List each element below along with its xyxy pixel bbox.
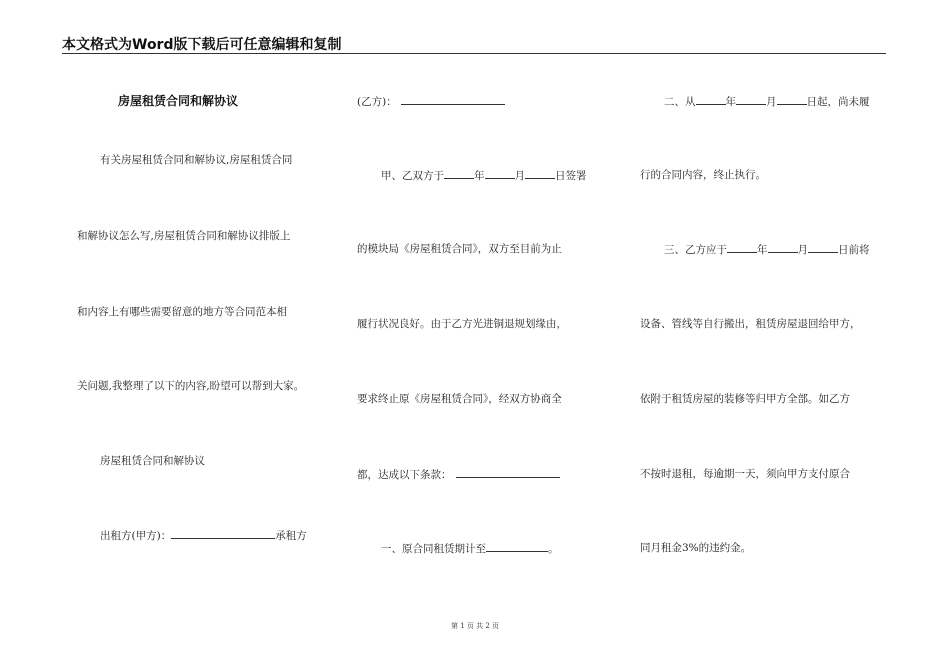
- clause-2-day-blank: [777, 94, 807, 105]
- year-blank: [444, 168, 474, 179]
- clause-2-month-blank: [736, 94, 766, 105]
- terms-intro: 都，达成以下条款：: [357, 469, 452, 481]
- lessor-label: 出租方(甲方)：: [100, 530, 172, 542]
- clause-3-year-blank: [727, 242, 757, 253]
- clause-3-year-label: 年: [757, 244, 768, 256]
- col2-line-5: [357, 467, 560, 482]
- clause-2-text-d: 日起，尚未履: [806, 96, 870, 108]
- intro-line-2: 和解协议怎么写,房屋租赁合同和解协议排版上: [77, 230, 291, 242]
- clause-2-year-blank: [696, 94, 726, 105]
- clause-3-line: [664, 242, 870, 257]
- agreement-subtitle: 房屋租赁合同和解协议: [100, 455, 205, 467]
- clause-3-day-blank: [808, 242, 838, 253]
- clause-2-line: [664, 94, 870, 109]
- signing-date-line: [381, 168, 587, 183]
- signing-text-d: 日签署: [555, 170, 587, 182]
- year-label: 年: [474, 170, 485, 182]
- lessee-prefix: 承租方: [275, 530, 307, 542]
- lease-end-blank: [486, 541, 548, 552]
- clause-3-month-blank: [768, 242, 798, 253]
- page-number-footer: 第 1 页 共 2 页: [450, 622, 500, 630]
- month-blank: [485, 168, 515, 179]
- col2-line-3: 履行状况良好。由于乙方光进铜退规划缘由，: [357, 318, 567, 330]
- signing-text-a: 甲、乙双方于: [381, 170, 444, 182]
- intro-line-4: 关问题,我整理了以下的内容,盼望可以帮到大家。: [77, 380, 305, 392]
- document-title: 房屋租赁合同和解协议: [118, 94, 239, 108]
- month-label: 月: [514, 170, 525, 182]
- col3-line-6: 不按时退租，每逾期一天，须向甲方支付原合: [640, 468, 850, 480]
- lessor-name-blank: [171, 528, 275, 539]
- terms-blank: [456, 467, 560, 478]
- day-blank: [525, 168, 555, 179]
- lessee-name-blank: [401, 94, 505, 105]
- lessor-line: [100, 528, 307, 543]
- clause-1-period: 。: [548, 543, 559, 555]
- col3-line-2: 行的合同内容，终止执行。: [640, 169, 766, 181]
- clause-3-month-label: 月: [797, 244, 808, 256]
- clause-1-text: 一、原合同租赁期计至: [381, 543, 486, 555]
- col3-line-4: 设备、管线等自行搬出，租赁房屋退回给甲方，: [640, 318, 861, 330]
- col3-line-7: 同月租金3%的违约金。: [640, 542, 752, 554]
- lessee-line: [357, 94, 505, 109]
- intro-line-3: 和内容上有哪些需要留意的地方等合同范本相: [77, 306, 287, 318]
- clause-2-month-label: 月: [766, 96, 777, 108]
- clause-2-year-label: 年: [725, 96, 736, 108]
- document-header: 本文格式为Word版下载后可任意编辑和复制: [62, 37, 342, 53]
- intro-line-1: 有关房屋租赁合同和解协议,房屋租赁合同: [100, 154, 293, 166]
- header-divider: [62, 53, 886, 54]
- col3-line-5: 依附于租赁房屋的装修等归甲方全部。如乙方: [640, 393, 850, 405]
- col2-line-2: 的模块局《房屋租赁合同》，双方至目前为止: [357, 243, 562, 255]
- col2-line-4: 要求终止原《房屋租赁合同》，经双方协商全: [357, 393, 562, 405]
- clause-3-text-d: 日前将: [838, 244, 870, 256]
- lessee-label: (乙方)：: [357, 96, 397, 108]
- clause-1-line: [381, 541, 559, 556]
- clause-2-text-a: 二、从: [664, 96, 696, 108]
- clause-3-text-a: 三、乙方应于: [664, 244, 727, 256]
